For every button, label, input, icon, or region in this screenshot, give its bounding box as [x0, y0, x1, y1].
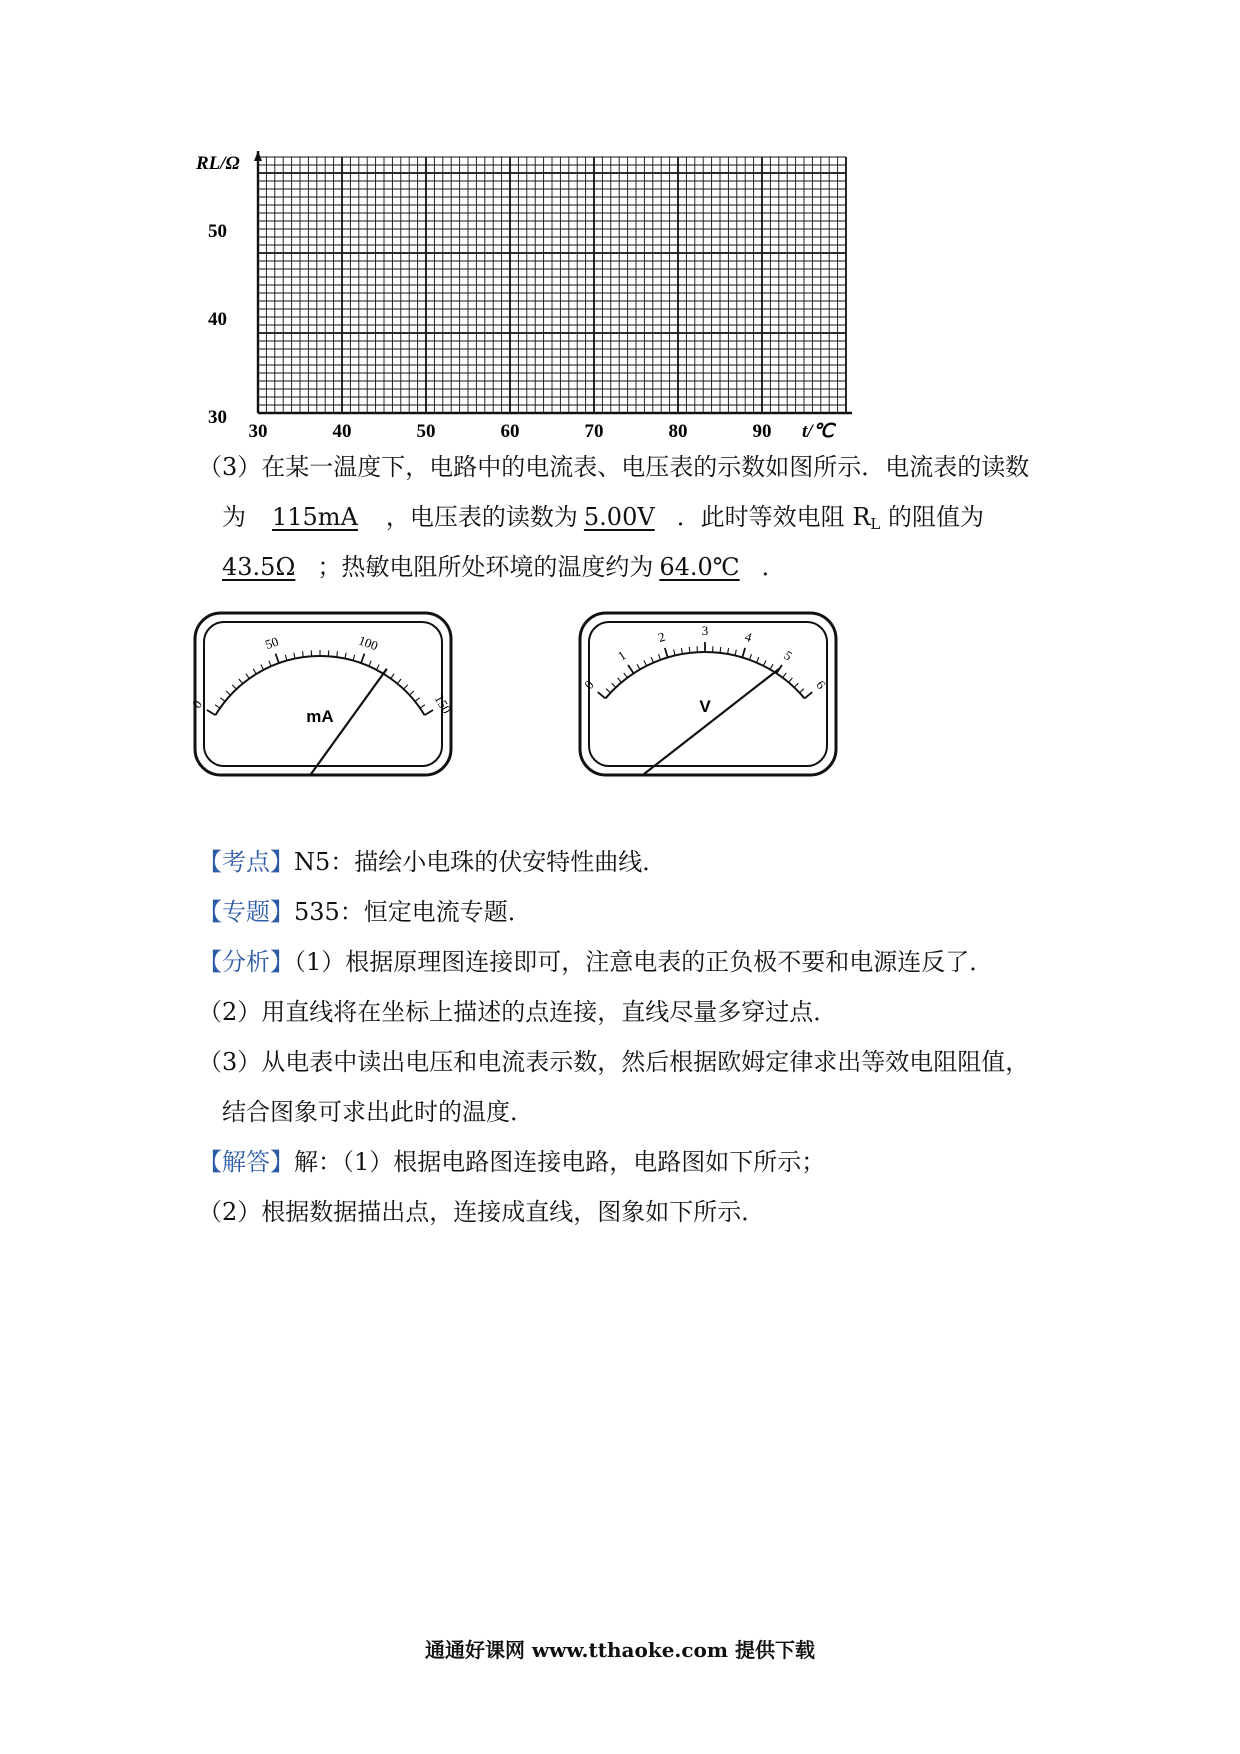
question-text: ；热敏电阻所处环境的温度约为: [317, 553, 654, 581]
scale-tick: [220, 698, 225, 702]
scale-tick: [353, 655, 355, 661]
zhuanti-tag: 【专题】: [198, 898, 294, 926]
fenxi-text: （1）根据原理图连接即可，注意电表的正负极不要和电源连反了．: [294, 948, 994, 976]
scale-tick: [415, 698, 420, 702]
graph-x-label: t/℃: [802, 421, 834, 442]
scale-tick: [624, 673, 628, 678]
graph-paper: [190, 145, 870, 445]
scale-tick: [276, 654, 279, 663]
scale-label: 3: [701, 623, 709, 638]
zhuanti-text: 535：恒定电流专题．: [294, 898, 532, 926]
ammeter-unit: mA: [306, 707, 334, 726]
jieda-text: 解：（1）根据电路图连接电路，电路图如下所示；: [294, 1148, 826, 1176]
resistance-answer: 43.5Ω: [222, 553, 296, 581]
scale-tick: [425, 710, 434, 715]
jieda-line: [198, 1147, 825, 1177]
scale-tick: [261, 664, 264, 669]
scale-tick: [369, 661, 371, 666]
question-text: ．此时等效电阻 R: [676, 503, 871, 531]
scale-tick: [253, 669, 256, 674]
scale-tick: [756, 657, 758, 663]
scale-tick: [720, 647, 721, 653]
graph-x-tick: 70: [584, 421, 604, 442]
needle: [644, 668, 780, 774]
scale-label: 6: [813, 677, 829, 692]
scale-tick: [749, 654, 751, 660]
scale-tick: [805, 692, 813, 698]
scale-tick: [285, 655, 287, 661]
scale-tick: [658, 654, 660, 660]
scale-tick: [239, 679, 243, 684]
scale-tick: [618, 678, 622, 683]
voltmeter-unit: V: [699, 697, 711, 716]
kaodian-text: N5：描绘小电珠的伏安特性曲线．: [294, 848, 667, 876]
scale-tick: [628, 665, 633, 673]
fenxi-tag: 【分析】: [198, 948, 294, 976]
question-text: 为: [222, 503, 246, 531]
scale-tick: [651, 657, 653, 663]
jieda-tag: 【解答】: [198, 1148, 294, 1176]
question-line-1: [198, 452, 1029, 482]
scale-tick: [644, 660, 647, 665]
ammeter-inner-frame: [204, 622, 442, 766]
scale-tick: [215, 705, 220, 708]
page-footer: 通通好课网 www.tthaoke.com 提供下载: [424, 1638, 816, 1662]
question-text: ．: [761, 553, 786, 581]
question-text: ，电压表的读数为: [385, 503, 578, 531]
temperature-answer: 64.0℃: [659, 553, 740, 581]
question-line-2: [222, 502, 984, 535]
scale-tick: [606, 689, 610, 693]
scale-tick: [391, 674, 394, 679]
scale-tick: [612, 683, 616, 687]
scale-label: 0: [188, 697, 206, 711]
graph-y-tick: 40: [208, 309, 227, 330]
jieda-line-2: （2）根据数据描出点，连接成直线，图象如下所示．: [198, 1198, 766, 1226]
kaodian-line: [198, 847, 666, 877]
scale-tick: [226, 691, 230, 695]
scale-tick: [742, 648, 745, 658]
scale-tick: [789, 678, 793, 683]
scale-tick: [361, 654, 364, 663]
graph-x-tick: 40: [332, 421, 352, 442]
scale-tick: [410, 691, 414, 695]
ammeter-reading-answer: 115mA: [272, 503, 358, 531]
graph-x-tick: 90: [752, 421, 772, 442]
scale-tick: [674, 650, 675, 656]
graph-x-tick: 30: [248, 421, 268, 442]
scale-tick: [598, 692, 606, 698]
scale-tick: [420, 705, 425, 708]
scale-tick: [246, 674, 249, 679]
scale-label: 100: [356, 632, 380, 654]
scale-tick: [800, 689, 804, 693]
ammeter: [188, 610, 455, 778]
graph-x-tick: 80: [668, 421, 688, 442]
graph-y-label: RL/Ω: [196, 153, 240, 174]
scale-tick: [376, 664, 379, 669]
scale-tick: [689, 647, 690, 653]
scale-label: 150: [431, 691, 455, 717]
fenxi-line-3a: （3）从电表中读出电压和电流表示数，然后根据欧姆定律求出等效电阻阻值，: [198, 1048, 1030, 1076]
graph-y-tick: 50: [208, 221, 227, 242]
scale-tick: [397, 679, 401, 684]
voltmeter-reading-answer: 5.00V: [583, 503, 655, 531]
question-text: 的阻值为: [880, 503, 984, 531]
fenxi-line-2: （2）用直线将在坐标上描述的点连接，直线尽量多穿过点．: [198, 998, 838, 1026]
scale-label: 1: [614, 647, 629, 664]
voltmeter: [577, 610, 839, 778]
ammeter-scale: [189, 633, 455, 774]
grid-lines: [254, 151, 852, 413]
scale-tick: [269, 661, 271, 666]
scale-tick: [763, 660, 766, 665]
scale-tick: [665, 648, 668, 658]
scale-tick: [735, 650, 736, 656]
scale-tick: [232, 685, 236, 689]
scale-tick: [637, 664, 640, 669]
graph-x-tick: 50: [416, 421, 436, 442]
scale-tick: [783, 673, 787, 678]
scale-label: 0: [581, 677, 597, 692]
question-line-3: [222, 552, 786, 582]
scale-tick: [794, 683, 798, 687]
kaodian-tag: 【考点】: [198, 848, 294, 876]
voltmeter-inner-frame: [589, 622, 827, 766]
scale-label: 5: [781, 647, 796, 664]
question-text: （3）在某一温度下，电路中的电流表、电压表的示数如图所示．电流表的读数: [198, 453, 1030, 481]
y-axis-arrow: [254, 151, 262, 161]
scale-label: 2: [656, 628, 667, 645]
scale-arc: [605, 652, 804, 698]
ammeter-outer-frame: [195, 613, 451, 775]
fenxi-line: [198, 947, 993, 977]
scale-tick: [404, 685, 408, 689]
graph-y-tick: 30: [208, 407, 227, 428]
scale-tick: [770, 664, 773, 669]
scale-label: 4: [743, 628, 754, 645]
subscript: L: [870, 515, 881, 533]
scale-tick: [207, 710, 216, 715]
zhuanti-line: [198, 897, 532, 927]
graph-x-tick: 60: [500, 421, 520, 442]
fenxi-line-3b: 结合图象可求出此时的温度．: [222, 1098, 534, 1126]
scale-label: 50: [263, 633, 281, 653]
